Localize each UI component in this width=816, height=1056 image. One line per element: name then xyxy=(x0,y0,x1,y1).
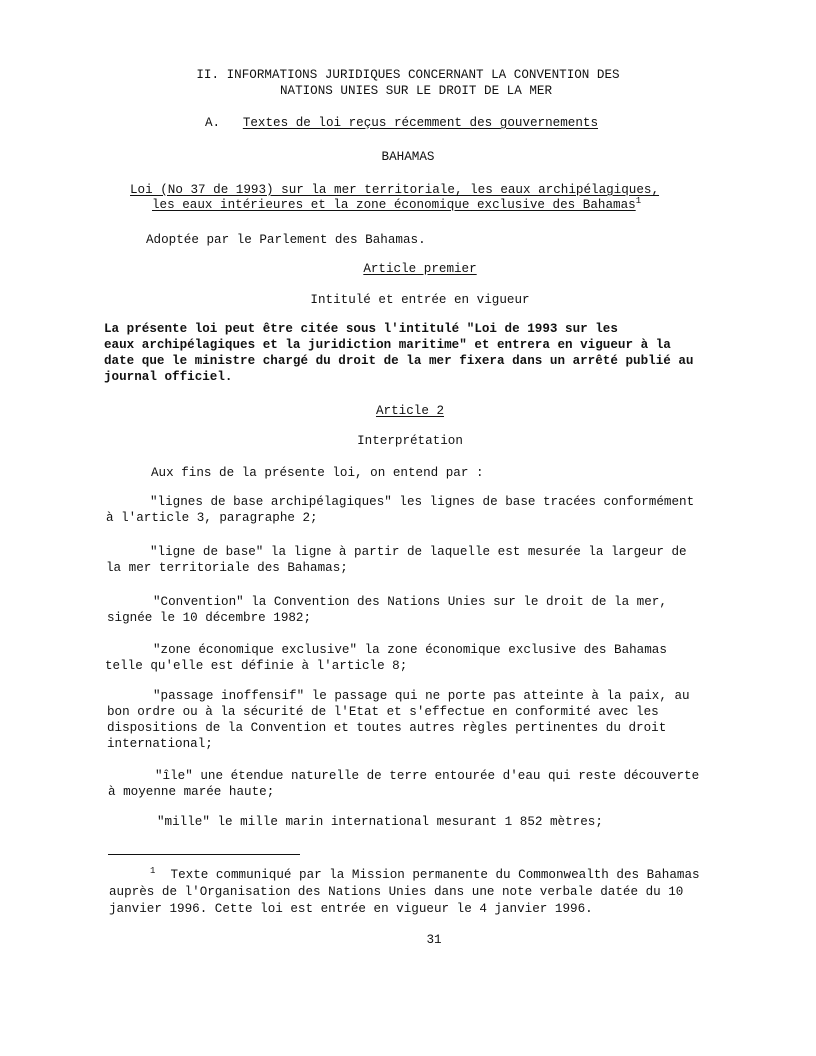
definition-line: "ligne de base" la ligne à partir de laquelle est mesurée la largeur de xyxy=(150,545,687,559)
footnote-divider xyxy=(108,854,300,855)
footnote-line: auprès de l'Organisation des Nations Unies dans une note verbale datée du 10 xyxy=(109,885,684,899)
definition-line: à moyenne marée haute; xyxy=(108,785,275,799)
section-heading-line1: II. INFORMATIONS JURIDIQUES CONCERNANT LA CONVENTION DES xyxy=(196,68,620,82)
definition-line: la mer territoriale des Bahamas; xyxy=(106,561,348,575)
definition-line: "île" une étendue naturelle de terre entourée d'eau qui reste découverte xyxy=(155,769,700,783)
footnote-text: Texte communiqué par la Mission permanente du Commonwealth des Bahamas xyxy=(170,868,700,882)
article1-line: date que le ministre chargé du droit de la mer fixera dans un arrêté publié au xyxy=(104,354,694,368)
law-title-line2 xyxy=(152,195,642,213)
definition-line: "zone économique exclusive" la zone économique exclusive des Bahamas xyxy=(153,643,667,657)
definition-line: à l'article 3, paragraphe 2; xyxy=(106,511,318,525)
article1-line: eaux archipélagiques et la juridiction maritime" et entrera en vigueur à la xyxy=(104,338,671,352)
definition-line: "mille" le mille marin international mesurant 1 852 mètres; xyxy=(157,815,603,829)
definition-line: telle qu'elle est définie à l'article 8; xyxy=(105,659,408,673)
definition-line: international; xyxy=(107,737,213,751)
country-name: BAHAMAS xyxy=(381,150,435,164)
definition-line: "Convention" la Convention des Nations Unies sur le droit de la mer, xyxy=(153,595,667,609)
subsection-title: Textes de loi reçus récemment des gouvernements xyxy=(242,116,599,130)
footnote-number: 1 xyxy=(150,865,156,876)
article2-title: Article 2 xyxy=(375,404,445,418)
footnote-reference: 1 xyxy=(635,195,642,206)
definition-line: bon ordre ou à la sécurité de l'Etat et s'effectue en conformité avec les xyxy=(107,705,659,719)
definition-line: "passage inoffensif" le passage qui ne porte pas atteinte à la paix, au xyxy=(153,689,690,703)
law-title-line2-text: les eaux intérieures et la zone économique exclusive des Bahamas xyxy=(152,198,636,212)
definition-line: dispositions de la Convention et toutes autres règles pertinentes du droit xyxy=(107,721,667,735)
law-title-line1: Loi (No 37 de 1993) sur la mer territoriale, les eaux archipélagiques, xyxy=(130,183,660,197)
adoption-statement: Adoptée par le Parlement des Bahamas. xyxy=(146,233,426,247)
article1-title: Article premier xyxy=(363,262,477,276)
article1-line: La présente loi peut être citée sous l'intitulé "Loi de 1993 sur les xyxy=(104,322,618,336)
article1-line: journal officiel. xyxy=(104,370,233,384)
article2-intro: Aux fins de la présente loi, on entend par : xyxy=(151,466,484,480)
footnote-line xyxy=(150,865,700,883)
subsection-heading xyxy=(205,116,598,131)
definition-line: signée le 10 décembre 1982; xyxy=(107,611,312,625)
page-number: 31 xyxy=(426,933,442,947)
article2-subtitle: Interprétation xyxy=(357,434,463,448)
footnote-line: janvier 1996. Cette loi est entrée en vigueur le 4 janvier 1996. xyxy=(109,902,593,916)
section-heading-line2: NATIONS UNIES SUR LE DROIT DE LA MER xyxy=(279,84,553,98)
definition-line: "lignes de base archipélagiques" les lignes de base tracées conformément xyxy=(150,495,695,509)
article1-subtitle: Intitulé et entrée en vigueur xyxy=(310,293,530,307)
subsection-label: A. xyxy=(205,116,221,130)
